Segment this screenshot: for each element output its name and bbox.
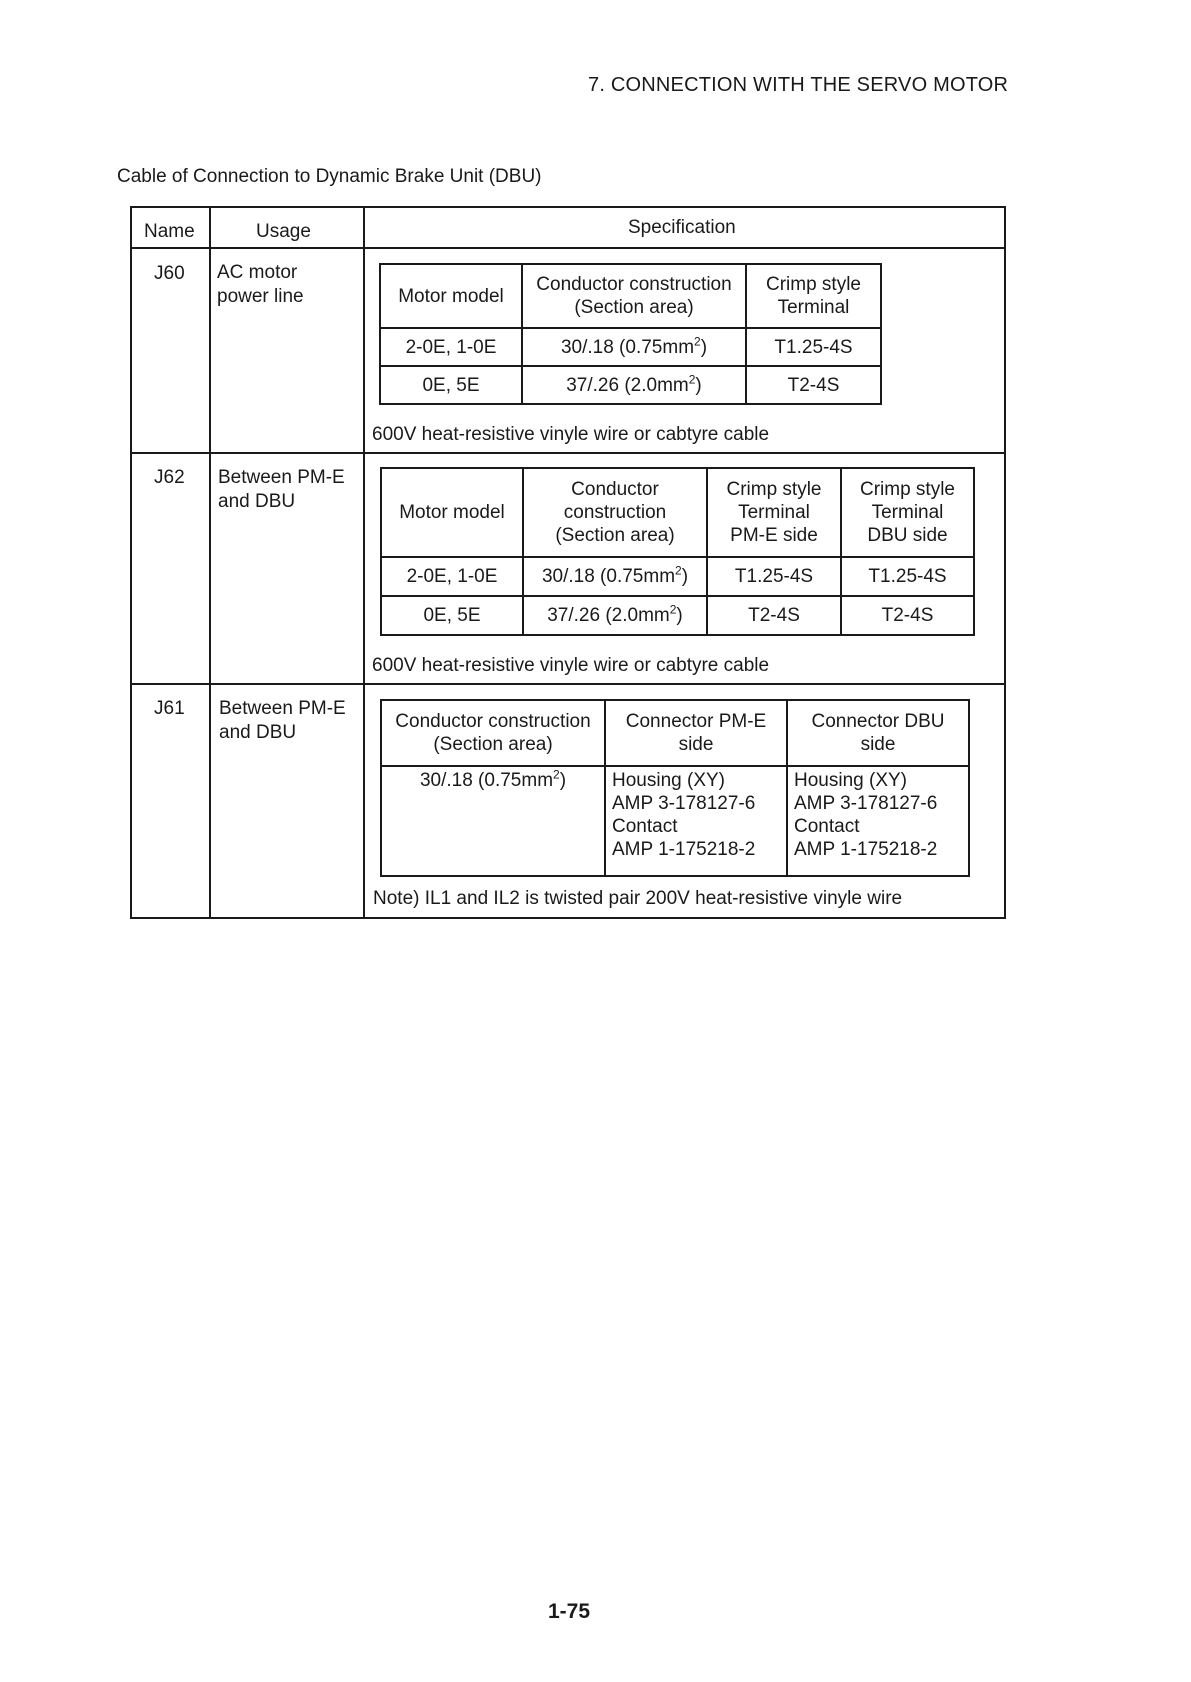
header-motor-model: Motor model [381,468,523,557]
row-usage-j61: Between PM-E and DBU [219,698,346,743]
table-row: 2-0E, 1-0E 30/.18 $(0.75mm^2)$ T1.25-4S T1.25-4S [381,557,974,596]
table-row: 0E, 5E 37/.26 $(2.0mm^2)$ T2-4S [380,366,881,404]
header-conductor: Conductor construction (Section area) [381,700,605,766]
spec-table-j60 [379,263,882,405]
row-name-j60: J60 [154,263,185,284]
col-spec-header: Specification [628,217,736,238]
table-row: 30/.18 $(0.75mm^2)$ Housing (XY) AMP 3-178127-6 Contact AMP 1-175218-2 Housing (XY) AMP 3-178127-6 Contact AMP 1-175218-2 [381,766,969,876]
header-conductor: Conductor construction (Section area) [522,264,746,328]
header-crimp-dbu: Crimp style Terminal DBU side [841,468,974,557]
page-number: 1-75 [548,1600,591,1623]
spec-note-j61: Note) IL1 and IL2 is twisted pair 200V heat-resistive vinyle wire [373,888,903,909]
spec-note-j60: 600V heat-resistive vinyle wire or cabtyre cable [372,424,770,445]
header-crimp-pme: Crimp style Terminal PM-E side [707,468,841,557]
row-name-j62: J62 [154,467,185,488]
header-conductor: Conductor construction (Section area) [523,468,707,557]
section-header: 7. CONNECTION WITH THE SERVO MOTOR [588,74,1009,96]
spec-table-j62 [380,467,975,636]
row-name-j61: J61 [154,698,185,719]
table-row: 0E, 5E 37/.26 $(2.0mm^2)$ T2-4S T2-4S [381,596,974,635]
spec-note-j62: 600V heat-resistive vinyle wire or cabtyre cable [372,655,770,676]
header-connector-pme: Connector PM-E side [605,700,787,766]
header-connector-dbu: Connector DBU side [787,700,969,766]
spec-table-j61 [380,699,970,877]
col-name-header: Name [144,221,195,242]
header-crimp-terminal: Crimp style Terminal [746,264,881,328]
header-motor-model: Motor model [380,264,522,328]
row-usage-j62: Between PM-E and DBU [218,467,345,512]
table-row: 2-0E, 1-0E 30/.18 $(0.75mm^2)$ T1.25-4S [380,328,881,366]
table-caption: Cable of Connection to Dynamic Brake Unit (DBU) [117,166,542,187]
col-usage-header: Usage [256,221,311,242]
row-usage-j60: AC motor power line [217,262,304,307]
